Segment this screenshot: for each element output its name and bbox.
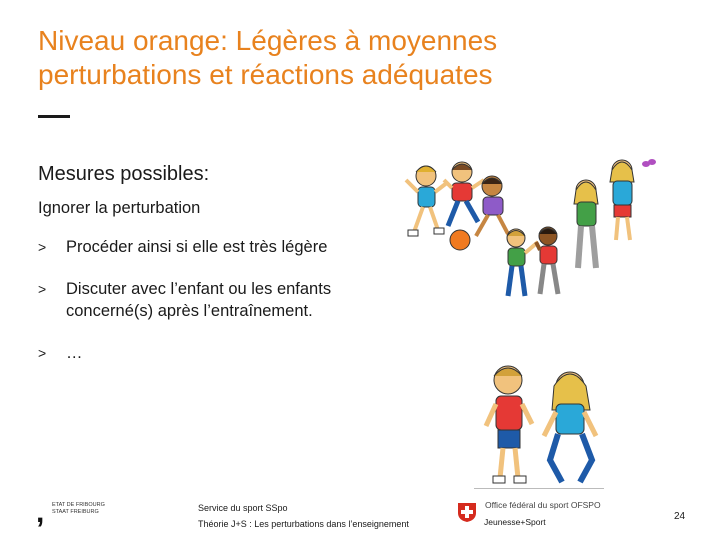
title-underline	[38, 115, 70, 118]
footer-office: Office fédéral du sport OFSPO	[485, 500, 601, 510]
child-figure	[544, 372, 596, 482]
child-figure	[507, 229, 538, 296]
ball-icon	[450, 230, 470, 250]
swiss-cross-icon	[456, 501, 478, 523]
child-figure	[574, 180, 598, 268]
fribourg-logo-icon: , ETAT DE FRIBOURG STAAT FREIBURG	[36, 500, 106, 528]
fribourg-logo-text: ETAT DE FRIBOURG STAAT FREIBURG	[52, 502, 105, 515]
bullet-text: Procéder ainsi si elle est très légère	[66, 238, 328, 256]
slide-title-line1: Niveau orange: Légères à moyennes	[38, 25, 498, 56]
child-figure	[444, 162, 484, 226]
bullet-text: …	[66, 344, 83, 362]
butterfly-icon	[642, 159, 656, 167]
footer-service: Service du sport SSpo	[198, 503, 288, 513]
bullet-marker: >	[38, 345, 47, 361]
footer-info	[198, 500, 409, 532]
child-figure	[536, 227, 558, 294]
child-figure	[406, 166, 448, 236]
footer-course: Théorie J+S : Les perturbations dans l’enseignement	[198, 519, 409, 529]
bullet-marker: >	[38, 239, 47, 255]
page-number: 24	[674, 511, 686, 522]
bullet-item	[38, 278, 338, 322]
bullet-text: Discuter avec l’enfant ou les enfants concerné(s) après l’entraînement.	[66, 280, 332, 320]
children-confrontation-illustration	[466, 352, 616, 492]
bullet-item	[38, 342, 338, 364]
bullet-item	[38, 236, 338, 258]
footer-divider	[474, 488, 604, 489]
child-figure	[610, 160, 634, 240]
bullet-marker: >	[38, 281, 47, 297]
bullet-list	[38, 236, 338, 384]
footer-program: Jeunesse+Sport	[484, 517, 546, 527]
children-playing-ball-illustration	[388, 150, 664, 308]
lead-text: Ignorer la perturbation	[38, 199, 201, 217]
slide-title-line2: perturbations et réactions adéquates	[38, 59, 493, 90]
section-subtitle: Mesures possibles:	[38, 163, 210, 185]
slide-title	[38, 24, 658, 92]
child-figure	[476, 176, 508, 236]
child-figure	[486, 366, 532, 483]
